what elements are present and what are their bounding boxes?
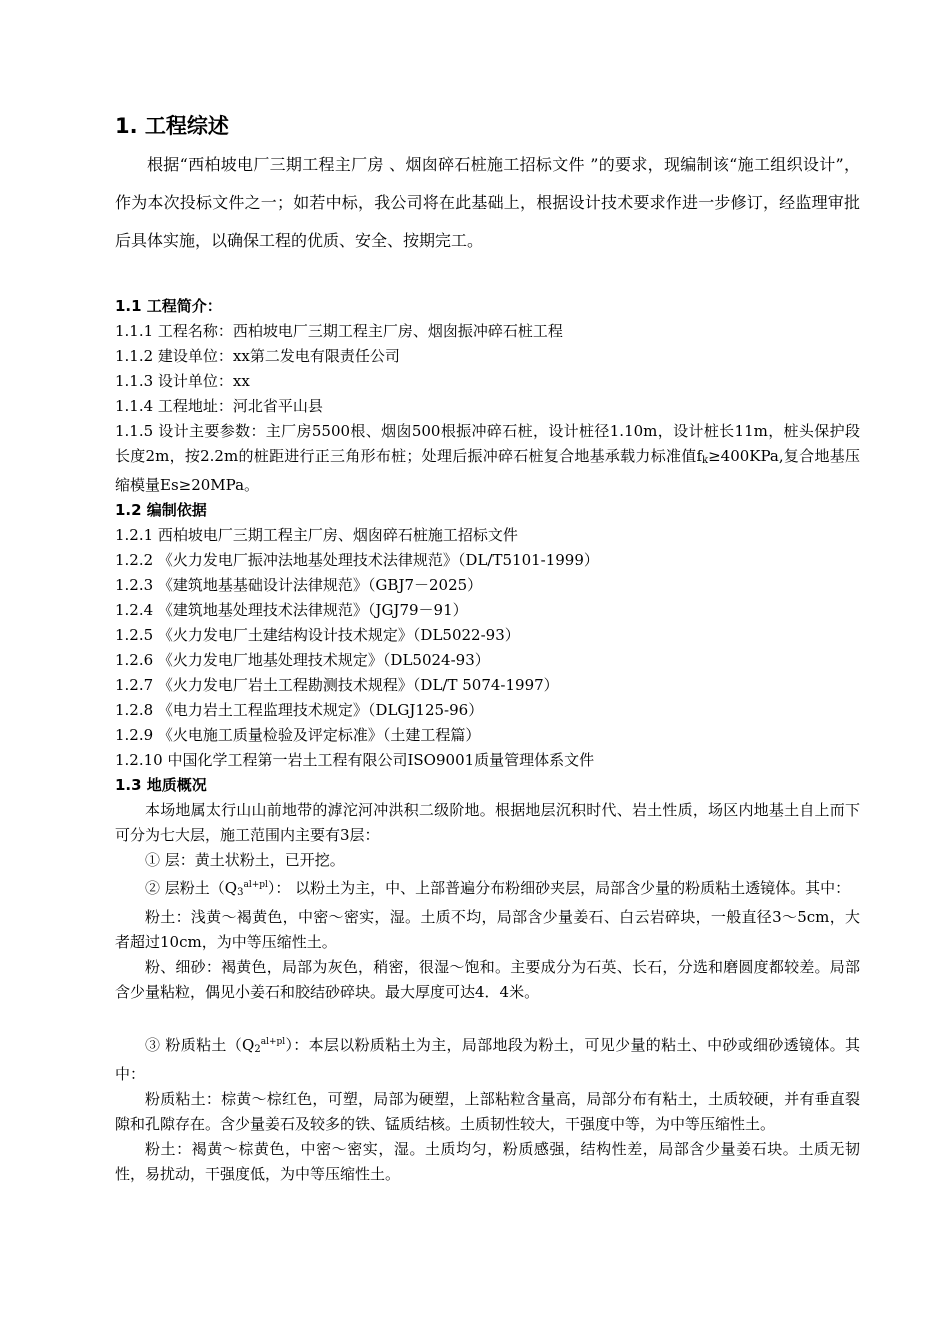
geology-paragraph: 粉土：褐黄～棕黄色，中密～密实，湿。土质均匀，粉质感强，结构性差，局部含少量姜石块。土质无韧性，易扰动，干强度低，为中等压缩性土。 <box>115 1140 860 1183</box>
reference-item: 1.2.8 《电力岩土工程监理技术规定》（DLGJ125-96） <box>115 701 484 719</box>
reference-item: 1.2.4 《建筑地基处理技术法律规范》（JGJ79－91） <box>115 601 468 619</box>
list-item-design-params: 1.1.5 设计主要参数：主厂房5500根、烟囱500根振冲碎石桩，设计桩径1.10m，设计桩长11m，桩头保护段长度2m，按2.2m的桩距进行正三角形布桩；处理后振冲碎石桩复合地基承载力标准值$f_k\ge 400KPa$,复合地基压缩模量Es≥20MPa。 <box>115 422 860 494</box>
reference-item: 1.2.10 中国化学工程第一岩土工程有限公司ISO9001质量管理体系文件 <box>115 751 595 769</box>
reference-item: 1.2.9 《火电施工质量检验及评定标准》（土建工程篇） <box>115 726 481 744</box>
intro-paragraph: 根据“西柏坡电厂三期工程主厂房 、烟囱碎石桩施工招标文件 ”的要求，现编制该“施工组织设计”，作为本次投标文件之一；如若中标，我公司将在此基础上，根据设计技术要求作进一步修订，经监理审批后具体实施，以确保工程的优质、安全、按期完工。 <box>115 155 860 250</box>
subsection-heading-1-1: 1.1 工程简介： <box>115 297 222 315</box>
document-body <box>115 294 860 1187</box>
subsection-heading-1-3: 1.3 地质概况 <box>115 776 207 794</box>
list-item: 1.1.1 工程名称：西柏坡电厂三期工程主厂房、烟囱振冲碎石桩工程 <box>115 322 563 340</box>
reference-item: 1.2.7 《火力发电厂岩土工程勘测技术规程》（DL/T 5074-1997） <box>115 676 559 694</box>
reference-item: 1.2.3 《建筑地基基础设计法律规范》（GBJ7－2025） <box>115 576 483 594</box>
reference-item: 1.2.2 《火力发电厂振冲法地基处理技术法律规范》（DL/T5101-1999） <box>115 551 599 569</box>
geology-paragraph: 粉质粘土：棕黄～棕红色，可塑，局部为硬塑，上部粘粒含量高，局部分布有粘土，土质较硬，并有垂直裂隙和孔隙存在。含少量姜石及较多的铁、锰质结核。土质韧性较大，干强度中等，为中等压缩性土。 <box>115 1090 860 1133</box>
list-item: 1.1.4 工程地址：河北省平山县 <box>115 397 323 415</box>
geology-paragraph: 粉土：浅黄～褐黄色，中密～密实，湿。土质不均，局部含少量姜石、白云岩碎块，一般直径3～5cm，大者超过10cm，为中等压缩性土。 <box>115 908 860 951</box>
geology-paragraph-layer-2: ② 层粉土$(Q_3^{al+pl})$： 以粉土为主，中、上部普遍分布粉细砂夹层，局部含少量的粉质粘土透镜体。其中： <box>145 879 851 898</box>
geology-paragraph: 粉、细砂：褐黄色，局部为灰色，稍密，很湿～饱和。主要成分为石英、长石，分选和磨圆度都较差。局部含少量粘粒，偶见小姜石和胶结砂碎块。最大厚度可达4．4米。 <box>115 958 860 1001</box>
subsection-heading-1-2: 1.2 编制依据 <box>115 501 207 519</box>
list-item: 1.1.3 设计单位：xx <box>115 372 250 390</box>
reference-item: 1.2.6 《火力发电厂地基处理技术规定》（DL5024-93） <box>115 651 490 669</box>
geology-paragraph: 本场地属太行山山前地带的滹沱河冲洪积二级阶地。根据地层沉积时代、岩土性质，场区内地基土自上而下可分为七大层，施工范围内主要有3层： <box>115 801 860 844</box>
reference-item: 1.2.5 《火力发电厂土建结构设计技术规定》（DL5022-93） <box>115 626 520 644</box>
list-item: 1.1.2 建设单位：xx第二发电有限责任公司 <box>115 347 400 365</box>
section-heading: 1. 工程综述 <box>115 114 229 138</box>
geology-paragraph-layer-3: ③ 粉质粘土$(Q_2^{al+pl})$：本层以粉质粘土为主，局部地段为粉土，可见少量的粘土、中砂或细砂透镜体。其中： <box>115 1036 860 1083</box>
reference-item: 1.2.1 西柏坡电厂三期工程主厂房、烟囱碎石桩施工招标文件 <box>115 526 518 544</box>
blank-line <box>115 1005 860 1030</box>
intro-block <box>115 146 860 260</box>
geology-paragraph: ① 层：黄土状粉土，已开挖。 <box>145 851 345 869</box>
